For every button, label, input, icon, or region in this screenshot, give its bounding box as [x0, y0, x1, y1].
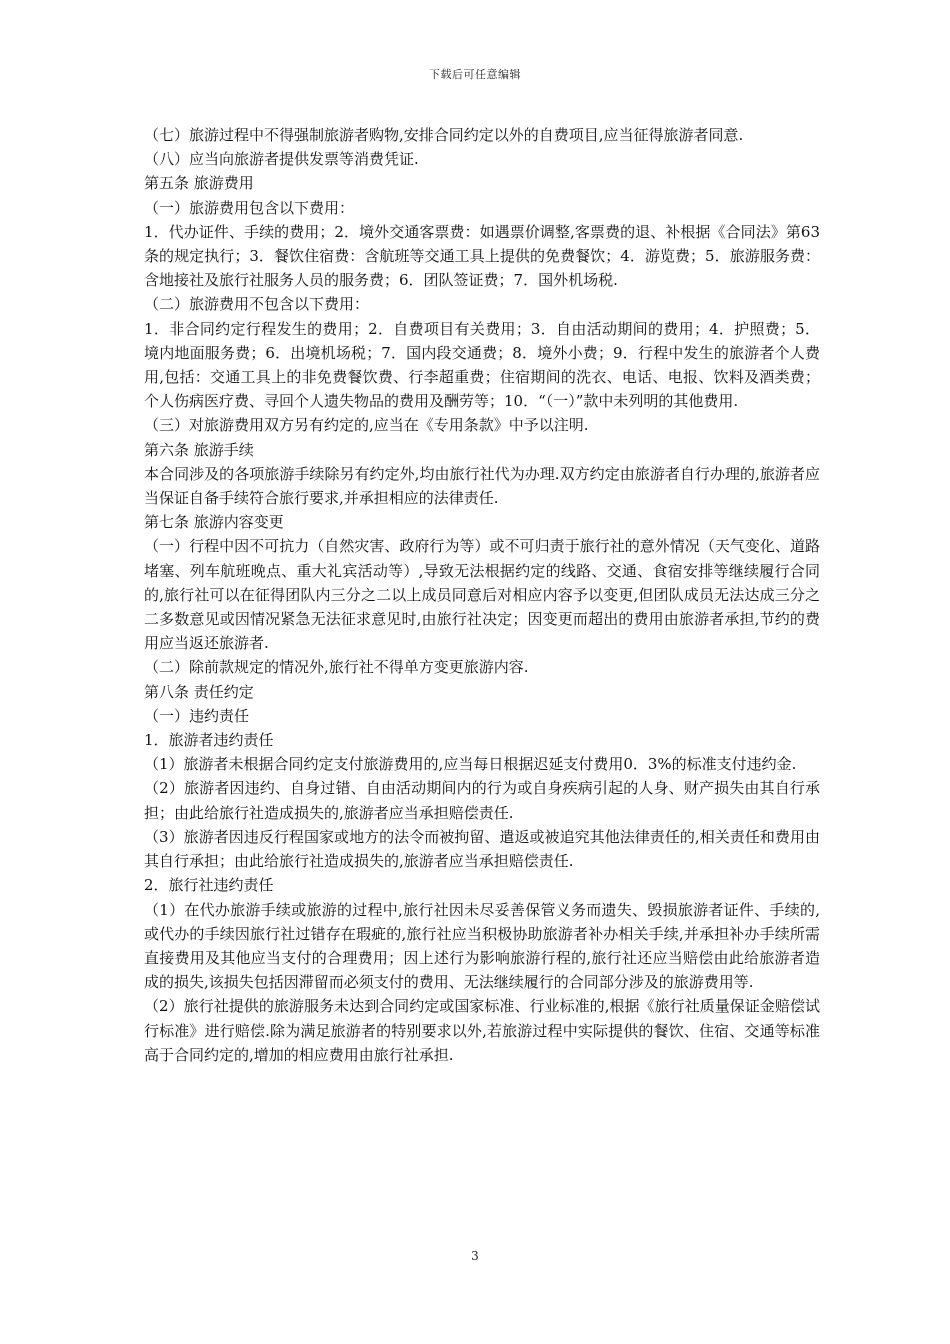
paragraph: （一）违约责任 [144, 706, 250, 725]
article-heading: 第七条 旅游内容变更 [144, 513, 284, 532]
paragraph: 本合同涉及的各项旅游手续除另有约定外,均由旅行社代为办理.双方约定由旅游者自行办理的,旅游者应当保证自备手续符合旅行要求,并承担相应的法律责任. [144, 464, 820, 508]
article-heading: 第八条 责任约定 [144, 682, 254, 701]
paragraph: 1．非合同约定行程发生的费用；2．自费项目有关费用；3．自由活动期间的费用；4．护照费；5．境内地面服务费；6．出境机场税；7．国内段交通费；8．境外小费；9．行程中发生的旅游者个人费用,包括：交通工具上的非免费餐饮费、行李超重费；住宿期间的洗衣、电话、电报、饮料及酒类费；个人伤病医疗费、寻回个人遗失物品的费用及酬劳等；10．“（一）”款中未列明的其他费用. [144, 319, 820, 411]
paragraph: 2．旅行社违约责任 [144, 876, 274, 895]
page-number: 3 [471, 1249, 479, 1263]
paragraph: （二）除前款规定的情况外,旅行社不得单方变更旅游内容. [144, 658, 529, 677]
paragraph: 1．旅游者违约责任 [144, 731, 274, 750]
paragraph: （1）在代办旅游手续或旅游的过程中,旅行社因未尽妥善保管义务而遗失、毁损旅游者证件、手续的,或代办的手续因旅行社过错存在瑕疵的,旅行社应当积极协助旅游者补办相关手续,并承担补办手续所需直接费用及其他应当支付的合理费用；因上述行为影响旅游行程的,旅行社还应当赔偿由此给旅游者造成的损失,该损失包括因滞留而必须支付的费用、无法继续履行的合同部分涉及的旅游费用等. [144, 900, 820, 992]
page-header: 下载后可任意编辑 [429, 68, 521, 81]
paragraph: （一）旅游费用包含以下费用： [144, 198, 355, 217]
article-heading: 第五条 旅游费用 [144, 174, 254, 193]
paragraph: （2）旅游者因违约、自身过错、自由活动期间内的行为或自身疾病引起的人身、财产损失由其自行承担；由此给旅行社造成损失的,旅游者应当承担赔偿责任. [144, 779, 820, 822]
paragraph: 1．代办证件、手续的费用；2．境外交通客票费：如遇票价调整,客票费的退、补根据《合同法》第63条的规定执行；3．餐饮住宿费：含航班等交通工具上提供的免费餐饮；4．游览费；5．旅游服务费：含地接社及旅行社服务人员的服务费；6．团队签证费；7．国外机场税. [144, 222, 820, 290]
paragraph: （八）应当向旅游者提供发票等消费凭证. [144, 150, 419, 169]
article-heading: 第六条 旅游手续 [144, 440, 254, 459]
paragraph: （三）对旅游费用双方另有约定的,应当在《专用条款》中予以注明. [144, 416, 589, 435]
document-body [144, 123, 820, 1067]
paragraph: （七）旅游过程中不得强制旅游者购物,安排合同约定以外的自费项目,应当征得旅游者同意. [144, 126, 744, 144]
paragraph: （1）旅游者未根据合同约定支付旅游费用的,应当每日根据迟延支付费用0．3%的标准支付违约金. [144, 755, 797, 774]
paragraph: （3）旅游者因违反行程国家或地方的法令而被拘留、遣返或被追究其他法律责任的,相关责任和费用由其自行承担；由此给旅行社造成损失的,旅游者应当承担赔偿责任. [144, 827, 820, 871]
paragraph: （2）旅行社提供的旅游服务未达到合同约定或国家标准、行业标准的,根据《旅行社质量保证金赔偿试行标准》进行赔偿.除为满足旅游者的特别要求以外,若旅游过程中实际提供的餐饮、住宿、交通等标准高于合同约定的,增加的相应费用由旅行社承担. [144, 997, 820, 1064]
paragraph: （一）行程中因不可抗力（自然灾害、政府行为等）或不可归责于旅行社的意外情况（天气变化、道路堵塞、列车航班晚点、重大礼宾活动等）,导致无法根据约定的线路、交通、食宿安排等继续履行合同的,旅行社可以在征得团队内三分之二以上成员同意后对相应内容予以变更,但团队成员无法达成三分之二多数意见或因情况紧急无法征求意见时,由旅行社决定；因变更而超出的费用由旅游者承担,节约的费用应当返还旅游者. [144, 537, 820, 653]
paragraph: （二）旅游费用不包含以下费用： [144, 295, 370, 314]
